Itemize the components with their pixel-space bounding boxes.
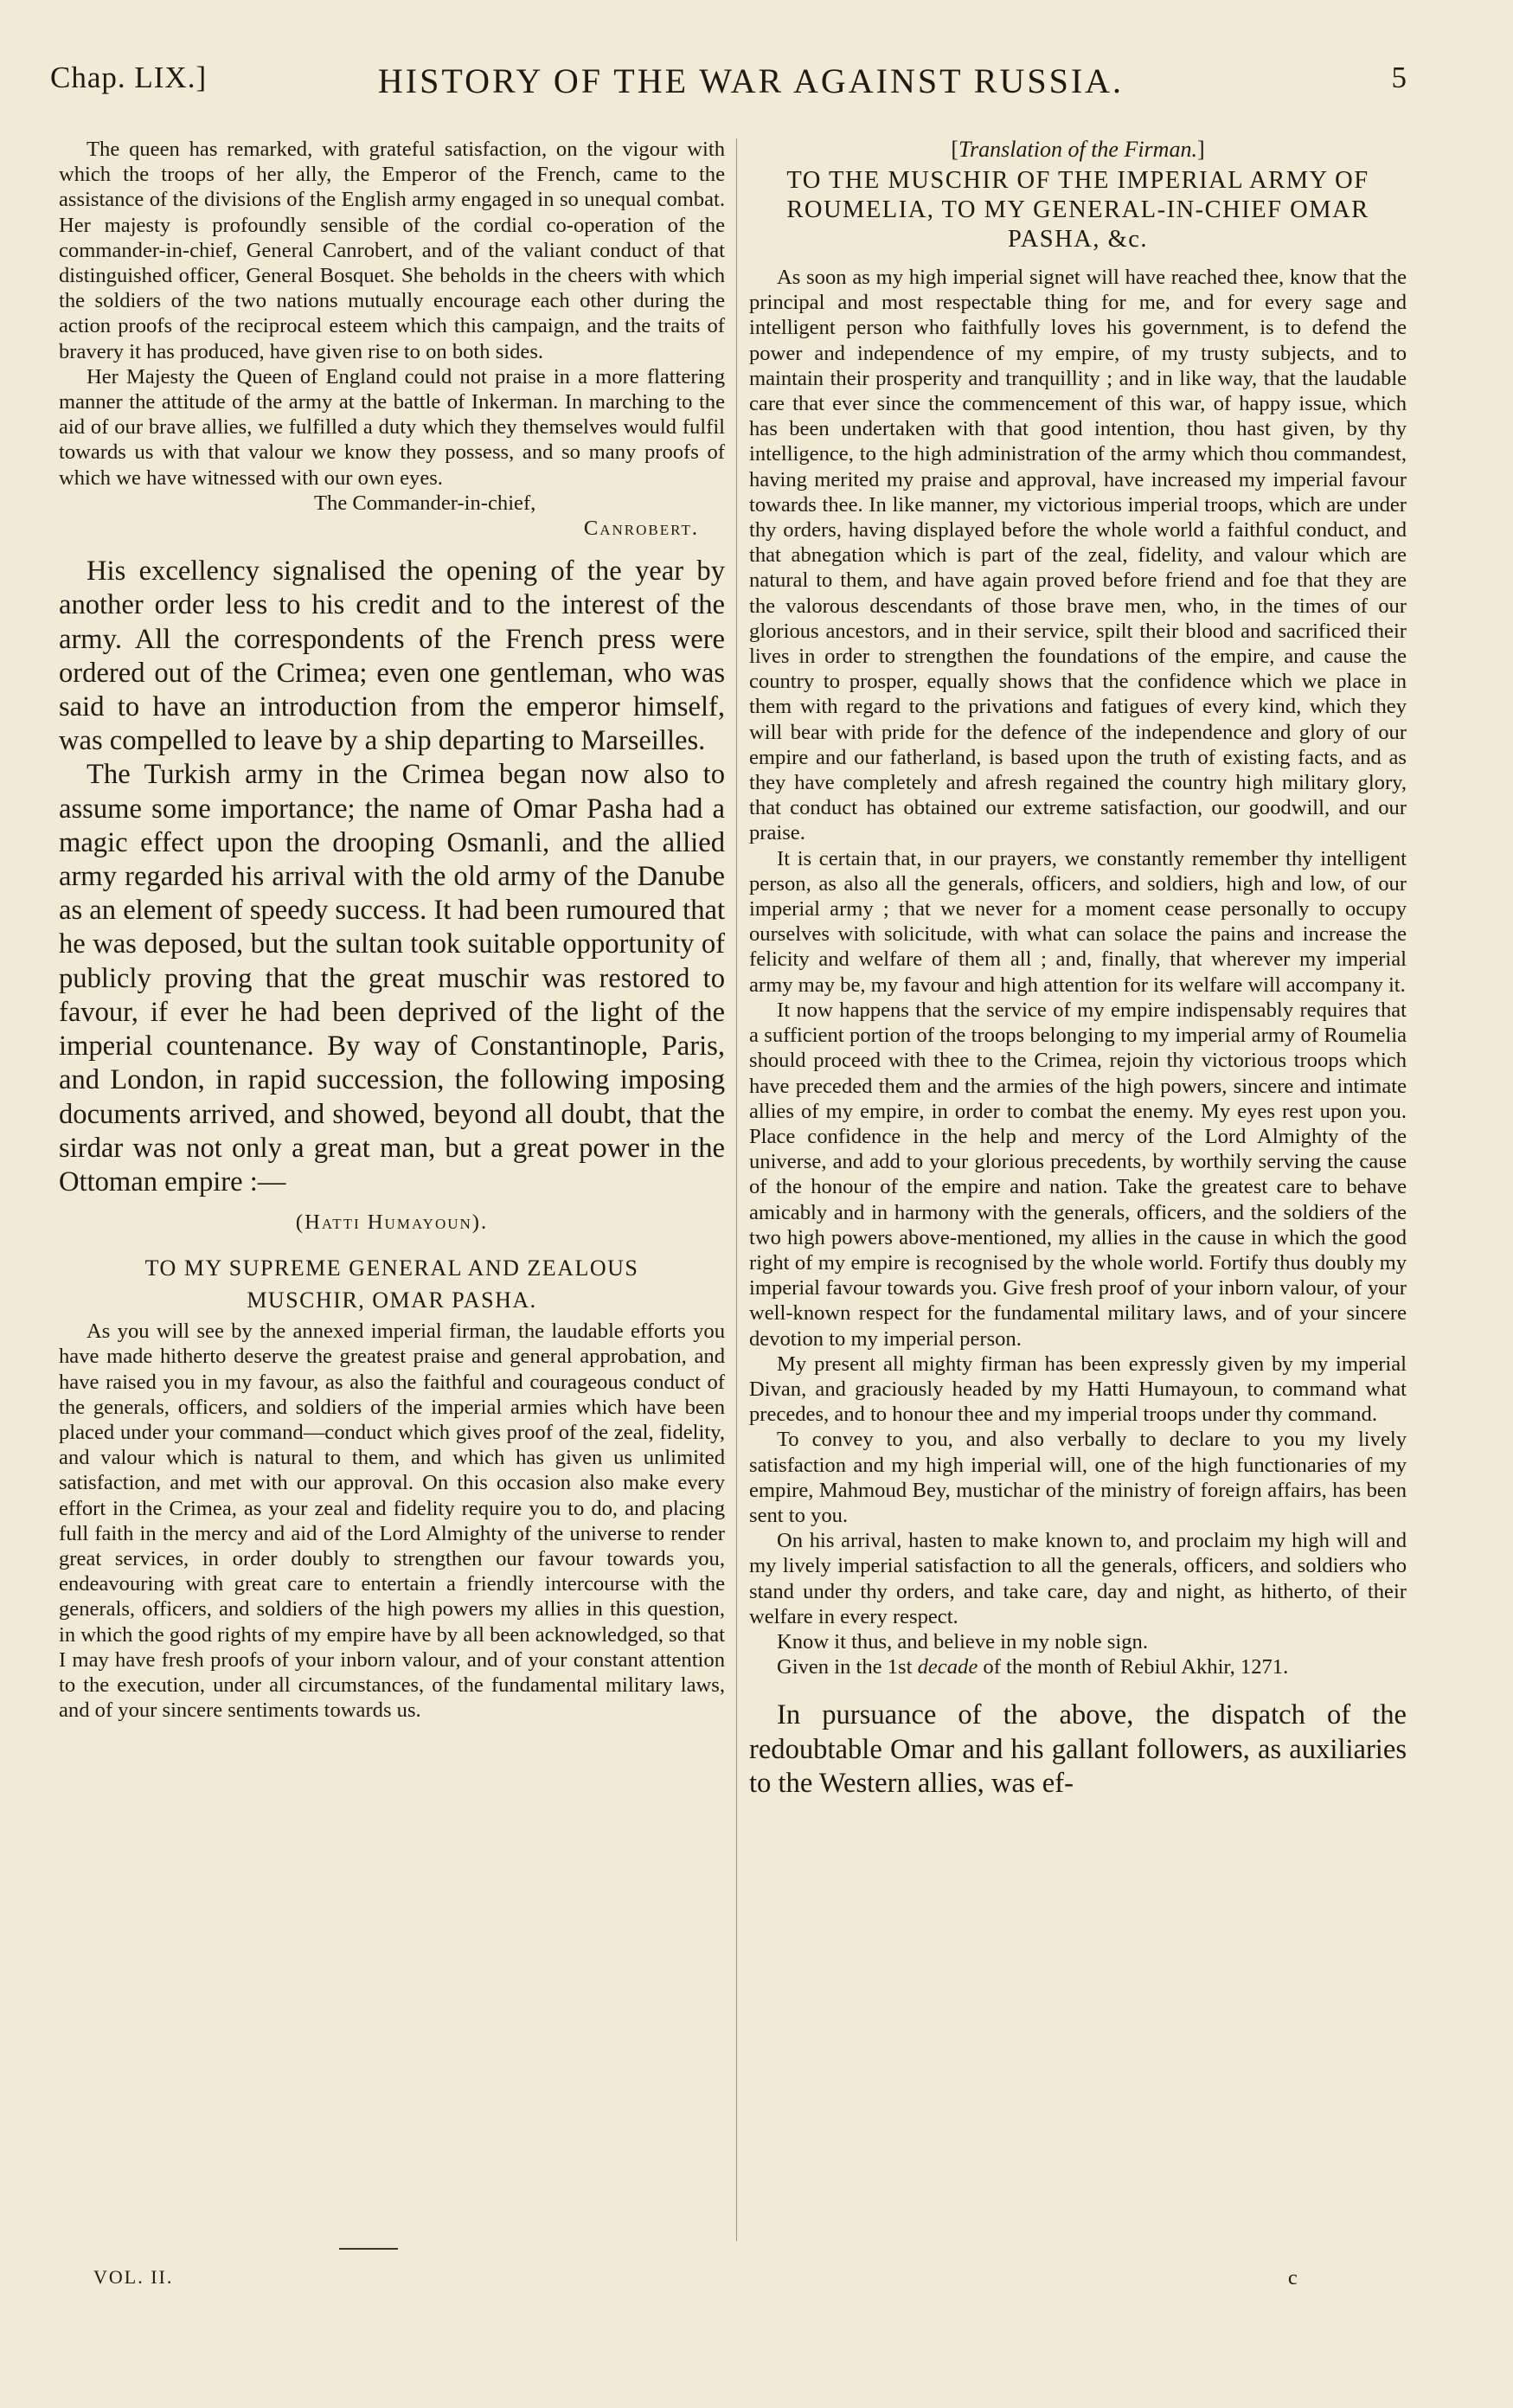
narrative-block-right — [749, 1698, 1407, 1801]
firman-heading-line-1: TO THE MUSCHIR OF THE IMPERIAL ARMY OF — [786, 167, 1369, 194]
firman-paragraph-4: My present all mighty firman has been expressly given by my imperial Divan, and graciously headed by my Hatti Humayoun, to command what precedes, and to honour thee and my imperial troops under thy command. — [749, 1352, 1407, 1427]
signature-name: Canrobert. — [583, 517, 699, 541]
hatti-paragraph: As you will see by the annexed imperial firman, the laudable efforts you have made hitherto deserve the greatest praise and general approbation, and have raised you in my favour, as also the faithful and courageous conduct of the generals, officers, and soldiers of the imperial armies which have been placed under your command—conduct which gives proof of the zeal, fidelity, and valour which is natural to them, and which has given us unlimited satisfaction, and met with our approval. On this occasion also make every effort in the Crimea, as your zeal and fidelity require you to do, and placing full faith in the mercy and aid of the Lord Almighty of the universe to render great services, in order doubly to strengthen our favour towards you, endeavouring with great care to entertain a friendly intercourse with the generals, officers, and soldiers of the high powers my allies in this question, in which the good rights of my empire have by all been acknowledged, so that I may have fresh proofs of your inborn valour, and of your constant attention to the execution, under all circumstances, of the fundamental military laws, and of your sincere sentiments towards us. — [59, 1320, 725, 1723]
hatti-text-block — [59, 1319, 725, 1723]
firman-paragraph-2: It is certain that, in our prayers, we constantly remember thy intelligent person, as also all the generals, officers, and soldiers, high and low, of our imperial army ; that we never for a moment cease personally to occupy ourselves with solicitude, with what can solace the pains and increase the felicity and welfare of them all ; and, finally, that wherever my imperial army may be, my favour and high attention for its welfare will accompany it. — [749, 846, 1407, 997]
narrative-block-left — [59, 555, 725, 1199]
firman-paragraph-7: Know it thus, and believe in my noble sign. — [777, 1629, 1148, 1653]
firman-heading-line-2: ROUMELIA, TO MY GENERAL-IN-CHIEF OMAR — [786, 196, 1369, 223]
firman-text-block — [749, 265, 1407, 1679]
queen-order-block — [59, 137, 725, 491]
narrative-paragraph-3: In pursuance of the above, the dispatch of the redoubtable Omar and his gallant followers, as auxiliaries to the Western allies, was ef- — [749, 1699, 1407, 1799]
firman-paragraph-6: On his arrival, hasten to make known to, and proclaim my high will and my lively imperial satisfaction to all the generals, officers, and soldiers who stand under thy orders, and take care, day and night, as hitherto, of their welfare in every respect. — [749, 1529, 1407, 1628]
right-column — [749, 137, 1407, 1801]
firman-date-line: Given in the 1st decade of the month of Rebiul Akhir, 1271. — [777, 1655, 1289, 1679]
queen-paragraph-2: Her Majesty the Queen of England could not praise in a more flattering manner the attitude of the army at the battle of Inkerman. In marching to the aid of our brave allies, we fulfilled a duty which they themselves would fulfil towards us with that valour we know they possess, and so many proofs of which we have witnessed with our own eyes. — [59, 364, 725, 490]
running-title: HISTORY OF THE WAR AGAINST RUSSIA. — [377, 61, 1125, 100]
signature-line: The Commander-in-chief, — [314, 491, 536, 515]
firman-paragraph-5: To convey to you, and also verbally to declare to you my lively satisfaction and my high imperial will, one of the high functionaries of my empire, Mahmoud Bey, mustichar of the ministry of foreign affairs, has been sent to you. — [749, 1428, 1407, 1527]
queen-paragraph-1: The queen has remarked, with grateful satisfaction, on the vigour with which the troops of her ally, the Emperor of the French, came to the assistance of the divisions of the English army engaged in so unequal combat. Her majesty is profoundly sensible of the cordial co-operation of the commander-in-chief, General Canrobert, and of the valiant conduct of that distinguished officer, General Bosquet. She beholds in the cheers with which the soldiers of the two nations mutually encourage each other during the action proofs of the reciprocal esteem which this campaign, and the traits of bravery it has produced, have given rise to on both sides. — [59, 138, 725, 363]
firman-heading — [749, 166, 1407, 254]
firman-heading-line-3: PASHA, &c. — [1007, 226, 1149, 253]
address-heading-1: TO MY SUPREME GENERAL AND ZEALOUS — [144, 1255, 639, 1281]
running-header — [50, 61, 1407, 112]
firman-paragraph-1: As soon as my high imperial signet will have reached thee, know that the principal and most respectable thing for me, and for every sage and intelligent person who faithfully loves his government, is to defend the power and independence of my empire, of my trusty subjects, and to maintain their prosperity and tranquillity ; and in like way, that the laudable care that ever since the commencement of this war, of happy issue, which has been undertaken with that good intention, thou hast given, by thy intelligence, to the high administration of the army which thou commandest, having merited my praise and approval, have increased my imperial favour towards thee. In like manner, my victorious imperial troops, which are under thy orders, having displayed before the whole world a faithful conduct, and that abnegation which is part of the zeal, fidelity, and valour which are natural to them, and have again proved before friend and foe that they are the valorous descendants of those brave men, who, in the times of our glorious ancestors, and in their service, spilt their blood and sacrificed their lives in order to strengthen the foundations of the empire, and cause the country to prosper, equally shows that the confidence which we place in them with regard to the privations and fatigues of every kind, which they will bear with pride for the defence of the independence and glory of our empire and our fatherland, is based upon the truth of existing facts, and as they have completely and afresh regained the country high military glory, that conduct has obtained our extreme satisfaction, our goodwill, and our praise. — [749, 266, 1407, 845]
narrative-paragraph-2: The Turkish army in the Crimea began now also to assume some importance; the name of Omar Pasha had a magic effect upon the drooping Osmanli, and the allied army regarded his arrival with the old army of the Danube as an element of speedy success. It had been rumoured that he was deposed, but the sultan took suitable opportunity of publicly proving that the great muschir was restored to favour, if ever he had been deprived of the light of the imperial countenance. By way of Constantinople, Paris, and London, in rapid succession, the following imposing documents arrived, and showed, beyond all doubt, that the sirdar was not only a great man, but a great power in the Ottoman empire :— — [59, 759, 725, 1198]
signature-mark: c — [1288, 2267, 1298, 2289]
hatti-title: (Hatti Humayoun). — [295, 1210, 489, 1235]
page-number: 5 — [1391, 61, 1407, 94]
narrative-paragraph-1: His excellency signalised the opening of the year by another order less to his credit and to the interest of the army. All the correspondents of the French press were ordered out of the Crimea; even one gentleman, who was said to have an introduction from the emperor himself, was compelled to leave by a ship departing to Marseilles. — [59, 555, 725, 757]
left-column — [59, 137, 725, 1723]
column-divider — [736, 138, 737, 2241]
translation-label: [Translation of the Firman.] — [951, 137, 1205, 162]
volume-label: VOL. II. — [93, 2266, 174, 2288]
firman-paragraph-3: It now happens that the service of my empire indispensably requires that a sufficient portion of the troops belonging to my imperial army of Roumelia should proceed with thee to the Crimea, rejoin thy victorious troops which have preceded them and the armies of the high powers, sincere and intimate allies of my empire, in order to combat the enemy. My eyes rest upon you. Place confidence in the help and mercy of the Lord Almighty of the universe, and add to your glorious precedents, by worthily serving the cause of the honour of the empire and nation. Take the greatest care to behave amicably and in harmony with the generals, officers, and the soldiers of the two high powers above-mentioned, my allies in the cause in which the good right of my empire is recognised by the whole world. Fortify thus doubly my imperial favour towards you. Give fresh proof of your inborn valour, of your well-known respect for the fundamental military laws, and of your sincere devotion to my imperial person. — [749, 998, 1407, 1351]
chapter-label: Chap. LIX.] — [50, 61, 208, 94]
translation-title: Translation of the Firman. — [958, 137, 1197, 162]
address-heading-2: MUSCHIR, OMAR PASHA. — [247, 1287, 537, 1313]
footer-rule — [339, 2248, 398, 2250]
